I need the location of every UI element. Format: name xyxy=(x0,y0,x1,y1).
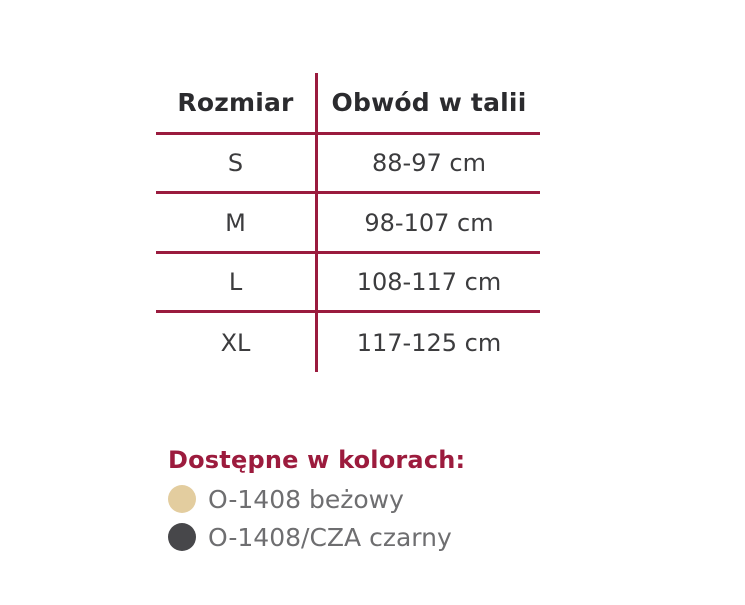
color-option-beige xyxy=(168,480,465,518)
size-cell-m: M xyxy=(156,194,318,254)
available-colors-section xyxy=(168,446,465,556)
waist-cell-l: 108-117 cm xyxy=(318,254,540,313)
size-cell-xl: XL xyxy=(156,313,318,372)
waist-cell-m: 98-107 cm xyxy=(318,194,540,254)
beige-swatch-icon xyxy=(168,485,196,513)
size-cell-l: L xyxy=(156,254,318,313)
black-swatch-icon xyxy=(168,523,196,551)
color-option-beige-label: O-1408 beżowy xyxy=(208,484,404,514)
size-table-header-waist: Obwód w talii xyxy=(318,73,540,135)
size-table-header-size: Rozmiar xyxy=(156,73,318,135)
color-option-black-label: O-1408/CZA czarny xyxy=(208,522,452,552)
waist-cell-s: 88-97 cm xyxy=(318,135,540,194)
color-option-black xyxy=(168,518,465,556)
available-colors-heading: Dostępne w kolorach: xyxy=(168,446,466,474)
size-cell-s: S xyxy=(156,135,318,194)
size-table xyxy=(156,73,540,372)
waist-cell-xl: 117-125 cm xyxy=(356,328,502,357)
